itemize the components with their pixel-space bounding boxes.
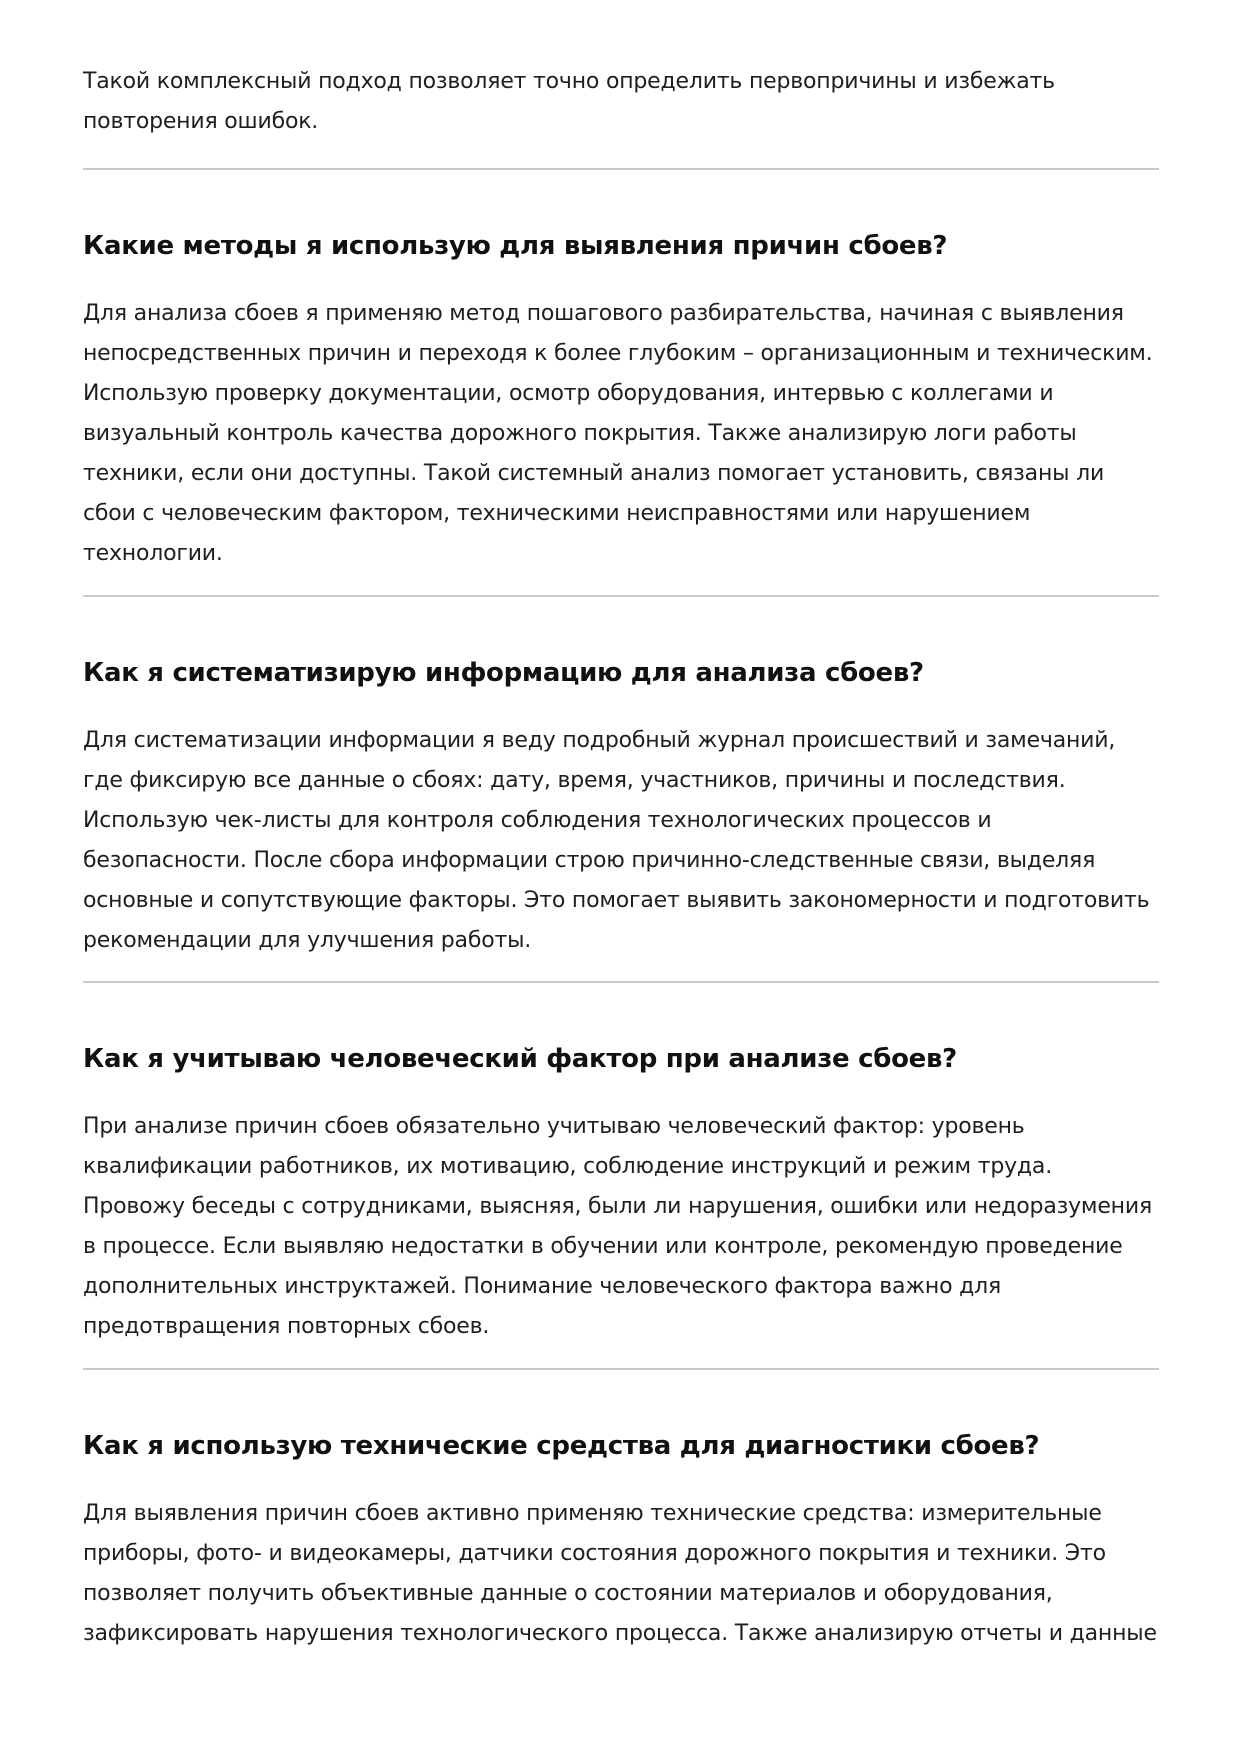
section-divider	[83, 981, 1159, 983]
intro-paragraph: Такой комплексный подход позволяет точно определить первопричины и избежать повторения ошибок.	[83, 69, 1055, 134]
section-divider	[83, 1368, 1159, 1370]
section-divider	[83, 595, 1159, 597]
document-page	[83, 0, 1159, 1654]
section-technical-tools	[83, 1428, 1159, 1654]
section-heading: Как я учитываю человеческий фактор при анализе сбоев?	[83, 1044, 957, 1074]
section-body: При анализе причин сбоев обязательно учитываю человеческий фактор: уровень квалификации работников, их мотивацию, соблюдение инструкций и режим труда. Провожу беседы с сотрудниками, выясняя, были ли нарушения, ошибки или недоразумения в процессе. Если выявляю недостатки в обучении или контроле, рекомендую проведение дополнительных инструктажей. Понимание человеческого фактора важно для предотвращения повторных сбоев.	[83, 1114, 1152, 1339]
section-heading: Как я использую технические средства для диагностики сбоев?	[83, 1431, 1040, 1461]
section-systematization	[83, 655, 1159, 961]
section-body: Для анализа сбоев я применяю метод пошагового разбирательства, начиная с выявления непосредственных причин и переходя к более глубоким – организационным и техническим. Использую проверку документации, осмотр оборудования, интервью с коллегами и визуальный контроль качества дорожного покрытия. Также анализирую логи работы техники, если они доступны. Такой системный анализ помогает установить, связаны ли сбои с человеческим фактором, техническими неисправностями или нарушением технологии.	[83, 301, 1153, 566]
section-heading: Какие методы я использую для выявления причин сбоев?	[83, 231, 948, 261]
section-human-factor	[83, 1041, 1159, 1347]
section-body: Для выявления причин сбоев активно применяю технические средства: измерительные приборы, фото- и видеокамеры, датчики состояния дорожного покрытия и техники. Это позволяет получить объективные данные о состоянии материалов и оборудования, зафиксировать нарушения технологического процесса. Также анализирую отчеты и данные	[83, 1501, 1157, 1646]
section-divider	[83, 168, 1159, 170]
section-methods	[83, 228, 1159, 574]
section-heading: Как я систематизирую информацию для анализа сбоев?	[83, 658, 924, 688]
section-body: Для систематизации информации я веду подробный журнал происшествий и замечаний, где фиксирую все данные о сбоях: дату, время, участников, причины и последствия. Использую чек-листы для контроля соблюдения технологических процессов и безопасности. После сбора информации строю причинно-следственные связи, выделяя основные и сопутствующие факторы. Это помогает выявить закономерности и подготовить рекомендации для улучшения работы.	[83, 728, 1150, 953]
